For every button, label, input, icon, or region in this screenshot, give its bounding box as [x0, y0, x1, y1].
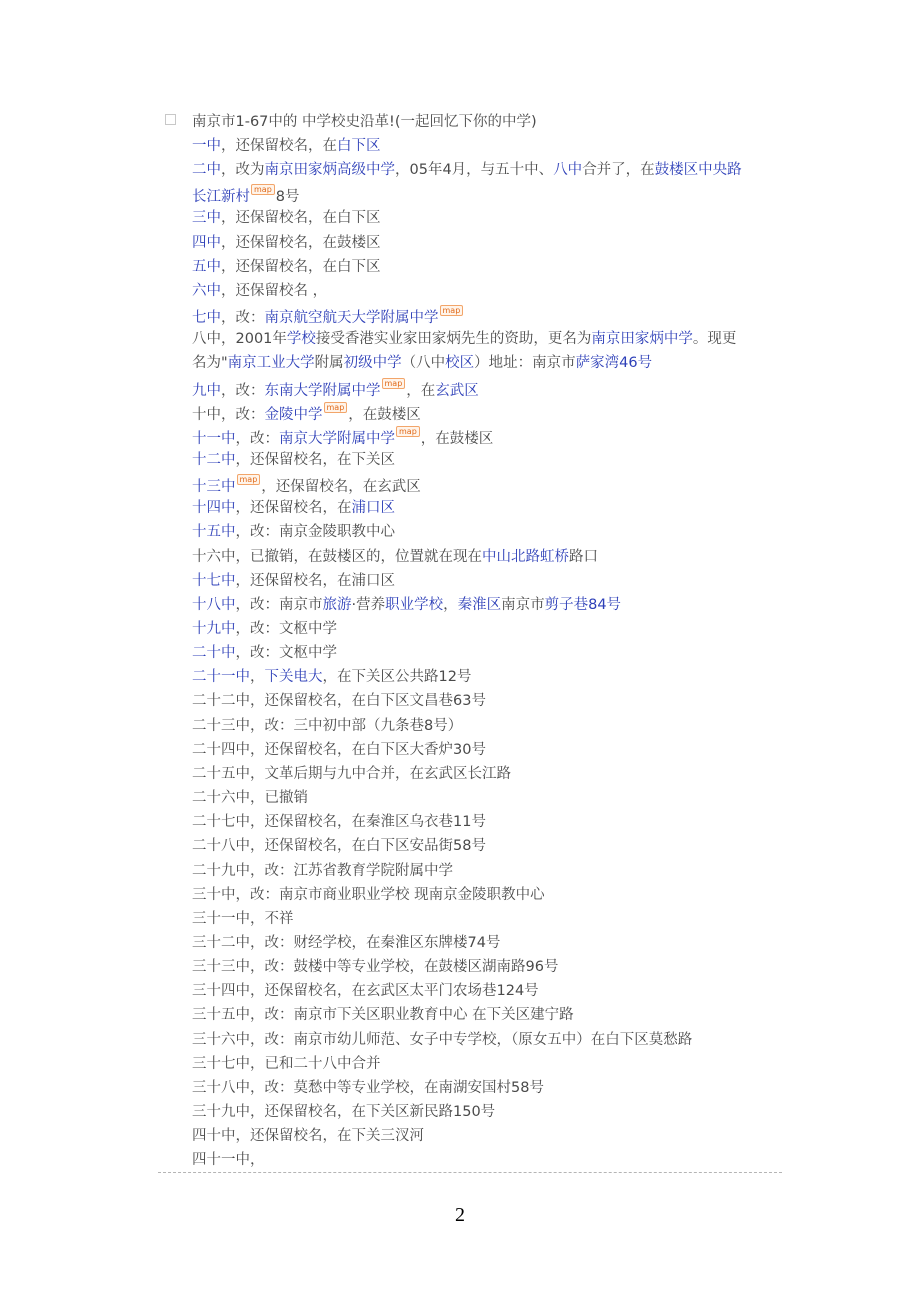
bullet-icon [165, 114, 176, 125]
line-text: ，改：文枢中学 [235, 621, 337, 637]
line-text: ，还保留校名，在 [235, 500, 352, 517]
list-line [192, 595, 621, 615]
list-line [192, 957, 558, 977]
line-text: ，还保留校名，在玄武区 [261, 479, 421, 496]
list-line [192, 788, 308, 808]
text-link[interactable]: 二十一中 [192, 669, 250, 686]
list-line [192, 861, 453, 881]
text-link[interactable]: 初级中学 [343, 355, 402, 372]
line-text: ，还保留校名，在浦口区 [235, 572, 395, 589]
text-link[interactable]: 二十中 [192, 645, 236, 662]
text-link[interactable]: 十四中 [192, 500, 236, 517]
line-text: 路口 [569, 548, 598, 565]
list-line [192, 716, 462, 736]
text-link[interactable]: 东南大学附属中学 [264, 382, 381, 399]
text-link[interactable]: 秦淮区 [457, 596, 502, 613]
list-line [192, 257, 381, 277]
list-line [192, 1102, 495, 1122]
list-line [192, 305, 464, 328]
line-text: ，改： [221, 310, 265, 327]
text-link[interactable]: 玄武区 [435, 382, 479, 399]
line-text: 三十四中，还保留校名，在玄武区太平门农场巷124号 [192, 983, 539, 1000]
text-link[interactable]: 二中 [192, 162, 221, 179]
text-link[interactable]: 九中 [192, 382, 221, 399]
line-text: ，在下关区公共路12号 [322, 669, 472, 686]
list-line [192, 184, 300, 207]
line-text: 四十一中， [192, 1152, 265, 1169]
line-text: 接受香港实业家田家炳先生的资助，更名为 [315, 331, 592, 348]
text-link[interactable]: 三中 [192, 210, 221, 227]
text-link[interactable]: 中山北路 [482, 548, 540, 565]
list-line [192, 1150, 265, 1170]
list-line [192, 522, 395, 542]
line-text: 附属 [314, 355, 344, 372]
title-text: 南京市1-67中的 中学校史沿革!(一起回忆下你的中学) [192, 114, 537, 130]
line-text: 合并了，在 [582, 162, 655, 179]
list-line [192, 233, 381, 253]
list-line [192, 643, 337, 663]
list-line [192, 1054, 381, 1074]
list-line [192, 547, 598, 567]
map-badge-icon[interactable]: map [382, 378, 406, 389]
text-link[interactable]: 六中 [192, 282, 221, 299]
line-text: 二十六中，已撤销 [192, 790, 308, 807]
line-text: ，还保留校名，在白下区 [221, 210, 381, 227]
line-text: ， [250, 669, 265, 686]
line-text: ，改：南京市 [235, 596, 323, 613]
line-text: ，还保留校名，在 [221, 138, 337, 154]
page-number: 2 [455, 1204, 465, 1226]
text-link[interactable]: 南京工业大学 [227, 355, 315, 372]
text-link[interactable]: 南京田家炳中学 [591, 331, 693, 348]
line-text: ， [443, 596, 458, 613]
list-line [192, 136, 381, 156]
line-text: ，改：文枢中学 [235, 645, 337, 662]
list-line [192, 1078, 544, 1098]
line-text: ·营养 [351, 596, 386, 613]
text-link[interactable]: 下关电大 [264, 669, 323, 686]
line-text: ，05年4月，与五十中、 [395, 162, 554, 179]
text-link[interactable]: 一中 [192, 138, 221, 154]
line-text: 二十二中，还保留校名，在白下区文昌巷63号 [192, 693, 486, 710]
text-link[interactable]: 白下区 [337, 138, 381, 154]
list-line [192, 281, 327, 301]
text-link[interactable]: 虹桥 [540, 548, 569, 565]
dashed-divider [158, 1172, 782, 1173]
map-badge-icon[interactable]: map [396, 426, 420, 437]
line-text: ，在 [406, 382, 436, 399]
line-text: ，还保留校名，在下关区 [235, 451, 395, 468]
list-line [192, 208, 381, 228]
list-line [192, 571, 395, 591]
text-link[interactable]: 鼓楼区中央路 [654, 162, 742, 179]
list-line [192, 474, 421, 497]
text-link[interactable]: 萨家湾46号 [575, 355, 653, 372]
text-link[interactable]: 旅游 [322, 596, 352, 613]
line-text: 二十五中，文革后期与九中合并，在玄武区长江路 [192, 765, 511, 782]
line-text: 。现更 [692, 331, 737, 348]
line-text: ，在鼓楼区 [420, 430, 494, 447]
list-line [192, 812, 486, 832]
text-link[interactable]: 学校 [286, 331, 316, 348]
text-link[interactable]: 十九中 [192, 621, 236, 637]
text-link[interactable]: 南京田家炳高级中学 [264, 162, 395, 179]
list-line [192, 836, 486, 856]
line-text: 八中，2001年 [192, 331, 287, 348]
line-text: 三十六中，改：南京市幼儿师范、女子中专学校，（原女五中）在白下区莫愁路 [192, 1031, 693, 1048]
line-text: 三十中，改：南京市商业职业学校 现南京金陵职教中心 [192, 886, 545, 903]
line-text: 三十七中，已和二十八中合并 [192, 1055, 381, 1072]
list-line [192, 1126, 424, 1146]
text-link[interactable]: 校区 [445, 355, 475, 372]
list-line [192, 667, 471, 687]
list-line [192, 981, 539, 1001]
line-text: ，改： [221, 382, 265, 399]
line-text: 三十五中，改：南京市下关区职业教育中心 在下关区建宁路 [192, 1007, 574, 1024]
text-link[interactable]: 十五中 [192, 524, 236, 541]
line-text: 十中，改： [192, 406, 265, 423]
line-text: ，在鼓楼区 [348, 406, 421, 423]
text-link[interactable]: 十八中 [192, 596, 236, 613]
list-line [192, 450, 395, 470]
line-text: 二十八中，还保留校名，在白下区安品街58号 [192, 838, 486, 855]
text-link[interactable]: 五中 [192, 258, 221, 275]
line-text: 三十一中，不祥 [192, 910, 294, 927]
list-line [192, 353, 652, 373]
text-link[interactable]: 剪子巷84号 [544, 596, 622, 613]
line-text: （八中 [401, 355, 446, 372]
line-text: 8号 [275, 189, 300, 206]
text-link[interactable]: 十七中 [192, 572, 236, 589]
line-text: ，还保留校名 ， [221, 282, 328, 299]
line-text: 二十四中，还保留校名，在白下区大香炉30号 [192, 741, 486, 758]
text-link[interactable]: 十一中 [192, 430, 236, 447]
list-line [192, 885, 545, 905]
line-text: ，改： [235, 430, 279, 447]
list-line [192, 378, 479, 401]
list-line [192, 1005, 574, 1025]
text-link[interactable]: 长江新村 [192, 189, 250, 206]
list-line [192, 764, 511, 784]
map-badge-icon[interactable]: map [237, 474, 261, 485]
text-link[interactable]: 八中 [553, 162, 583, 179]
list-line [192, 933, 500, 953]
text-link[interactable]: 南京航空航天大学附属中学 [264, 310, 439, 327]
line-text: 四十中，还保留校名，在下关三汊河 [192, 1128, 424, 1145]
line-text: 三十八中，改：莫愁中等专业学校，在南湖安国村58号 [192, 1079, 544, 1096]
text-link[interactable]: 金陵中学 [264, 406, 323, 423]
line-text: ，改：南京金陵职教中心 [235, 524, 395, 541]
line-text: ，改为 [221, 162, 265, 179]
line-text: 十六中，已撤销，在鼓楼区的，位置就在现在 [192, 548, 482, 565]
map-badge-icon[interactable]: map [440, 305, 464, 316]
text-link[interactable]: 四中 [192, 234, 221, 251]
line-text: 名为" [192, 355, 228, 372]
line-text: ，还保留校名，在鼓楼区 [221, 234, 381, 251]
list-line [192, 402, 421, 425]
line-text: 二十三中，改：三中初中部（九条巷8号） [192, 717, 463, 734]
list-line [192, 329, 736, 349]
list-line [192, 619, 337, 639]
list-line [192, 909, 294, 929]
map-badge-icon[interactable]: map [324, 402, 348, 413]
line-text: ）地址：南京市 [474, 355, 576, 372]
list-line [192, 426, 493, 449]
line-text: 三十三中，改：鼓楼中等专业学校，在鼓楼区湖南路96号 [192, 959, 559, 976]
text-link[interactable]: 十三中 [192, 479, 236, 496]
line-text: 三十九中，还保留校名，在下关区新民路150号 [192, 1104, 496, 1120]
list-line [192, 740, 486, 760]
text-link[interactable]: 七中 [192, 310, 221, 327]
text-link[interactable]: 浦口区 [351, 500, 395, 517]
article-title [165, 112, 537, 132]
list-line [192, 498, 395, 518]
line-text: 三十二中，改：财经学校，在秦淮区东牌楼74号 [192, 934, 501, 951]
text-link[interactable]: 职业学校 [385, 596, 444, 613]
line-text: ，还保留校名，在白下区 [221, 258, 381, 275]
text-link[interactable]: 南京大学附属中学 [279, 430, 395, 447]
map-badge-icon[interactable]: map [251, 184, 275, 195]
line-text: 二十七中，还保留校名，在秦淮区乌衣巷11号 [192, 814, 486, 831]
line-text: 南京市 [501, 596, 545, 613]
list-line [192, 691, 486, 711]
line-text: 二十九中，改：江苏省教育学院附属中学 [192, 862, 453, 879]
list-line [192, 1030, 692, 1050]
list-line [192, 160, 742, 180]
text-link[interactable]: 十二中 [192, 451, 236, 468]
